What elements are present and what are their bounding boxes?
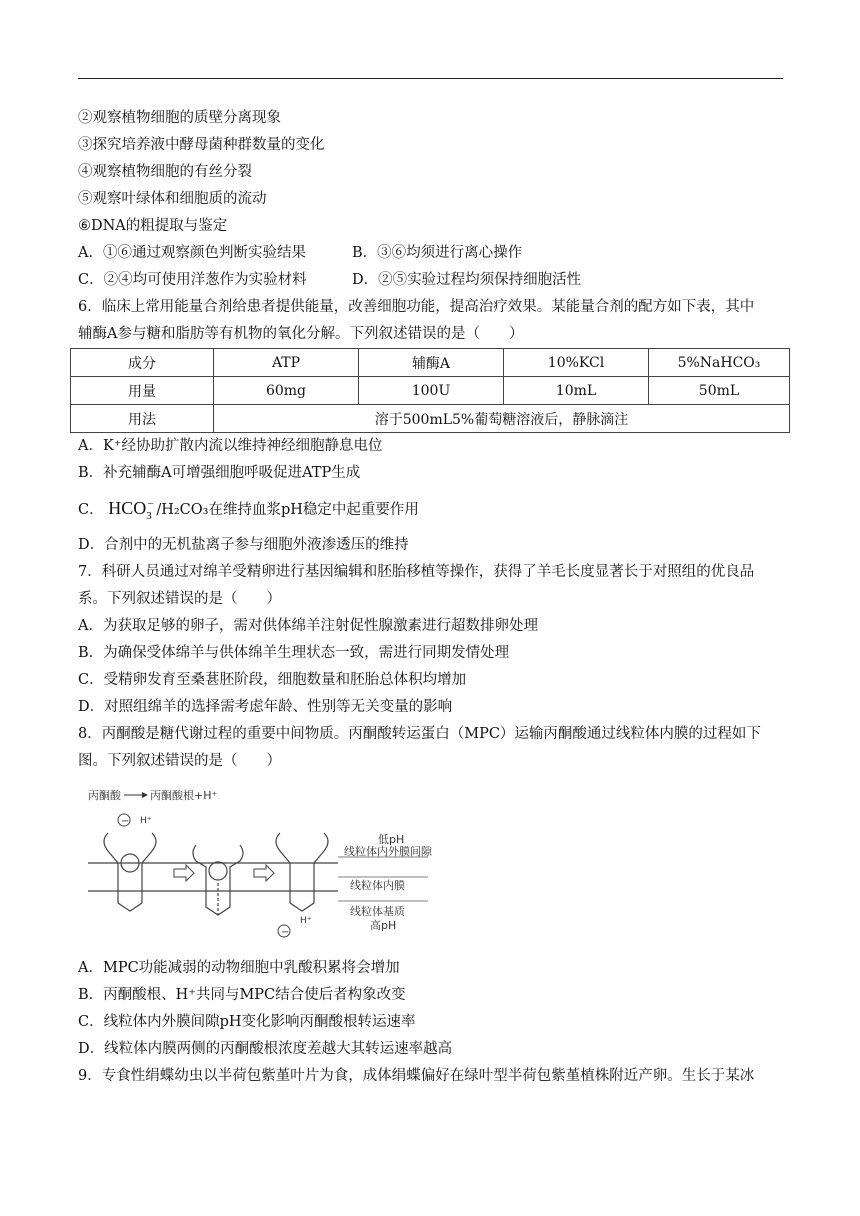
table-cell: 用法: [71, 405, 214, 433]
table-cell: 用量: [71, 377, 214, 405]
q8-option-c: C．线粒体内外膜间隙pH变化影响丙酮酸根转运速率: [78, 1014, 416, 1030]
formula-main: HCO: [108, 498, 147, 518]
q8-option-d: D．线粒体内膜两侧的丙酮酸根浓度差越大其转运速率越高: [78, 1041, 453, 1057]
table-cell: 10mL: [504, 377, 649, 405]
table-row: [71, 405, 790, 433]
reaction-left-label: 丙酮酸: [88, 789, 121, 802]
q5-option-c: C．②④均可使用洋葱作为实验材料: [78, 272, 307, 288]
header-rule: [78, 78, 783, 79]
q6-stem-line2: 辅酶A参与糖和脂肪等有机物的氧化分解。下列叙述错误的是（ ）: [78, 326, 524, 342]
experiment-item-4: ④观察植物细胞的有丝分裂: [78, 164, 252, 180]
anion-sign: −: [121, 816, 130, 827]
table-cell: 溶于500mL5%葡萄糖溶液后，静脉滴注: [214, 405, 790, 433]
q7-option-a: A．为获取足够的卵子，需对供体绵羊注射促性腺激素进行超数排卵处理: [78, 618, 538, 634]
experiment-item-2: ②观察植物细胞的质壁分离现象: [78, 110, 281, 126]
q6-option-a: A．K⁺经协助扩散内流以维持神经细胞静息电位: [78, 438, 383, 454]
q6-option-b: B．补充辅酶A可增强细胞呼吸促进ATP生成: [78, 465, 361, 481]
experiment-item-3: ③探究培养液中酵母菌种群数量的变化: [78, 137, 325, 153]
q5-option-b: B．③⑥均须进行离心操作: [352, 245, 523, 261]
bicarbonate-formula: [108, 498, 152, 521]
matrix-anion-sign: −: [281, 927, 290, 938]
matrix-label: 线粒体基质: [350, 905, 405, 918]
transport-step-arrow-2: [254, 865, 274, 881]
inner-membrane-label: 线粒体内膜: [350, 879, 405, 892]
q6-stem-line1: 6．临床上常用能量合剂给患者提供能量，改善细胞功能，提高治疗效果。某能量合剂的配方如下表，其中: [78, 299, 755, 315]
table-cell: 100U: [359, 377, 504, 405]
q5-option-d: D．②⑤实验过程均须保持细胞活性: [352, 272, 582, 288]
proton-label-top: H⁺: [140, 816, 152, 826]
experiment-item-5: ⑤观察叶绿体和细胞质的流动: [78, 191, 267, 207]
table-cell: 60mg: [214, 377, 359, 405]
q7-option-d: D．对照组绵羊的选择需考虑年龄、性别等无关变量的影响: [78, 699, 453, 715]
formula-superscript: −: [147, 498, 154, 510]
q5-option-a: A．①⑥通过观察颜色判断实验结果: [78, 245, 306, 261]
mpc-transporter-2: [193, 845, 243, 915]
formula-subscript: 3: [146, 510, 152, 522]
mpc-transporter-1: [104, 833, 156, 911]
proton-label-bottom: H⁺: [300, 916, 312, 926]
table-row: [71, 349, 790, 377]
reaction-arrow-head: [142, 792, 148, 798]
table-cell: ATP: [214, 349, 359, 377]
q8-option-b: B．丙酮酸根、H⁺共同与MPC结合使后者构象改变: [78, 987, 406, 1003]
experiment-item-6: ⑥DNA的粗提取与鉴定: [78, 218, 228, 234]
q6-option-c-text: /H₂CO₃在维持血浆pH稳定中起重要作用: [156, 502, 419, 518]
q7-option-b: B．为确保受体绵羊与供体绵羊生理状态一致，需进行同期发情处理: [78, 645, 510, 661]
q6-option-c: [78, 498, 419, 521]
q9-stem-line1: 9．专食性绢蝶幼虫以半荷包紫堇叶片为食，成体绢蝶偏好在绿叶型半荷包紫堇植株附近产卵。生长于某冰: [78, 1068, 755, 1084]
table-cell: 5%NaHCO₃: [649, 349, 790, 377]
table-cell: 成分: [71, 349, 214, 377]
intermembrane-space-label: 线粒体内外膜间隙: [344, 845, 432, 858]
composition-table: [70, 348, 790, 433]
reaction-right-label: 丙酮酸根+H⁺: [150, 789, 218, 802]
mpc-transport-diagram: [88, 785, 448, 945]
table-cell: 50mL: [649, 377, 790, 405]
q7-option-c: C．受精卵发育至桑葚胚阶段，细胞数量和胚胎总体积均增加: [78, 672, 467, 688]
q8-option-a: A．MPC功能减弱的动物细胞中乳酸积累将会增加: [78, 960, 400, 976]
q7-stem-line2: 系。下列叙述错误的是（ ）: [78, 591, 281, 607]
mpc-transporter-3: [276, 833, 328, 911]
high-ph-label: 高pH: [370, 919, 397, 932]
q6-option-c-prefix: C．: [78, 502, 104, 518]
q7-stem-line1: 7．科研人员通过对绵羊受精卵进行基因编辑和胚胎移植等操作，获得了羊毛长度显著长于对照组的优良品: [78, 564, 755, 580]
q8-stem-line1: 8．丙酮酸是糖代谢过程的重要中间物质。丙酮酸转运蛋白（MPC）运输丙酮酸通过线粒体内膜的过程如下: [78, 726, 761, 742]
transport-step-arrow-1: [174, 865, 194, 881]
q6-option-d: D．合剂中的无机盐离子参与细胞外液渗透压的维持: [78, 537, 409, 553]
q8-stem-line2: 图。下列叙述错误的是（ ）: [78, 753, 281, 769]
table-row: [71, 377, 790, 405]
table-cell: 辅酶A: [359, 349, 504, 377]
low-ph-label: 低pH: [378, 833, 405, 846]
table-cell: 10%KCl: [504, 349, 649, 377]
